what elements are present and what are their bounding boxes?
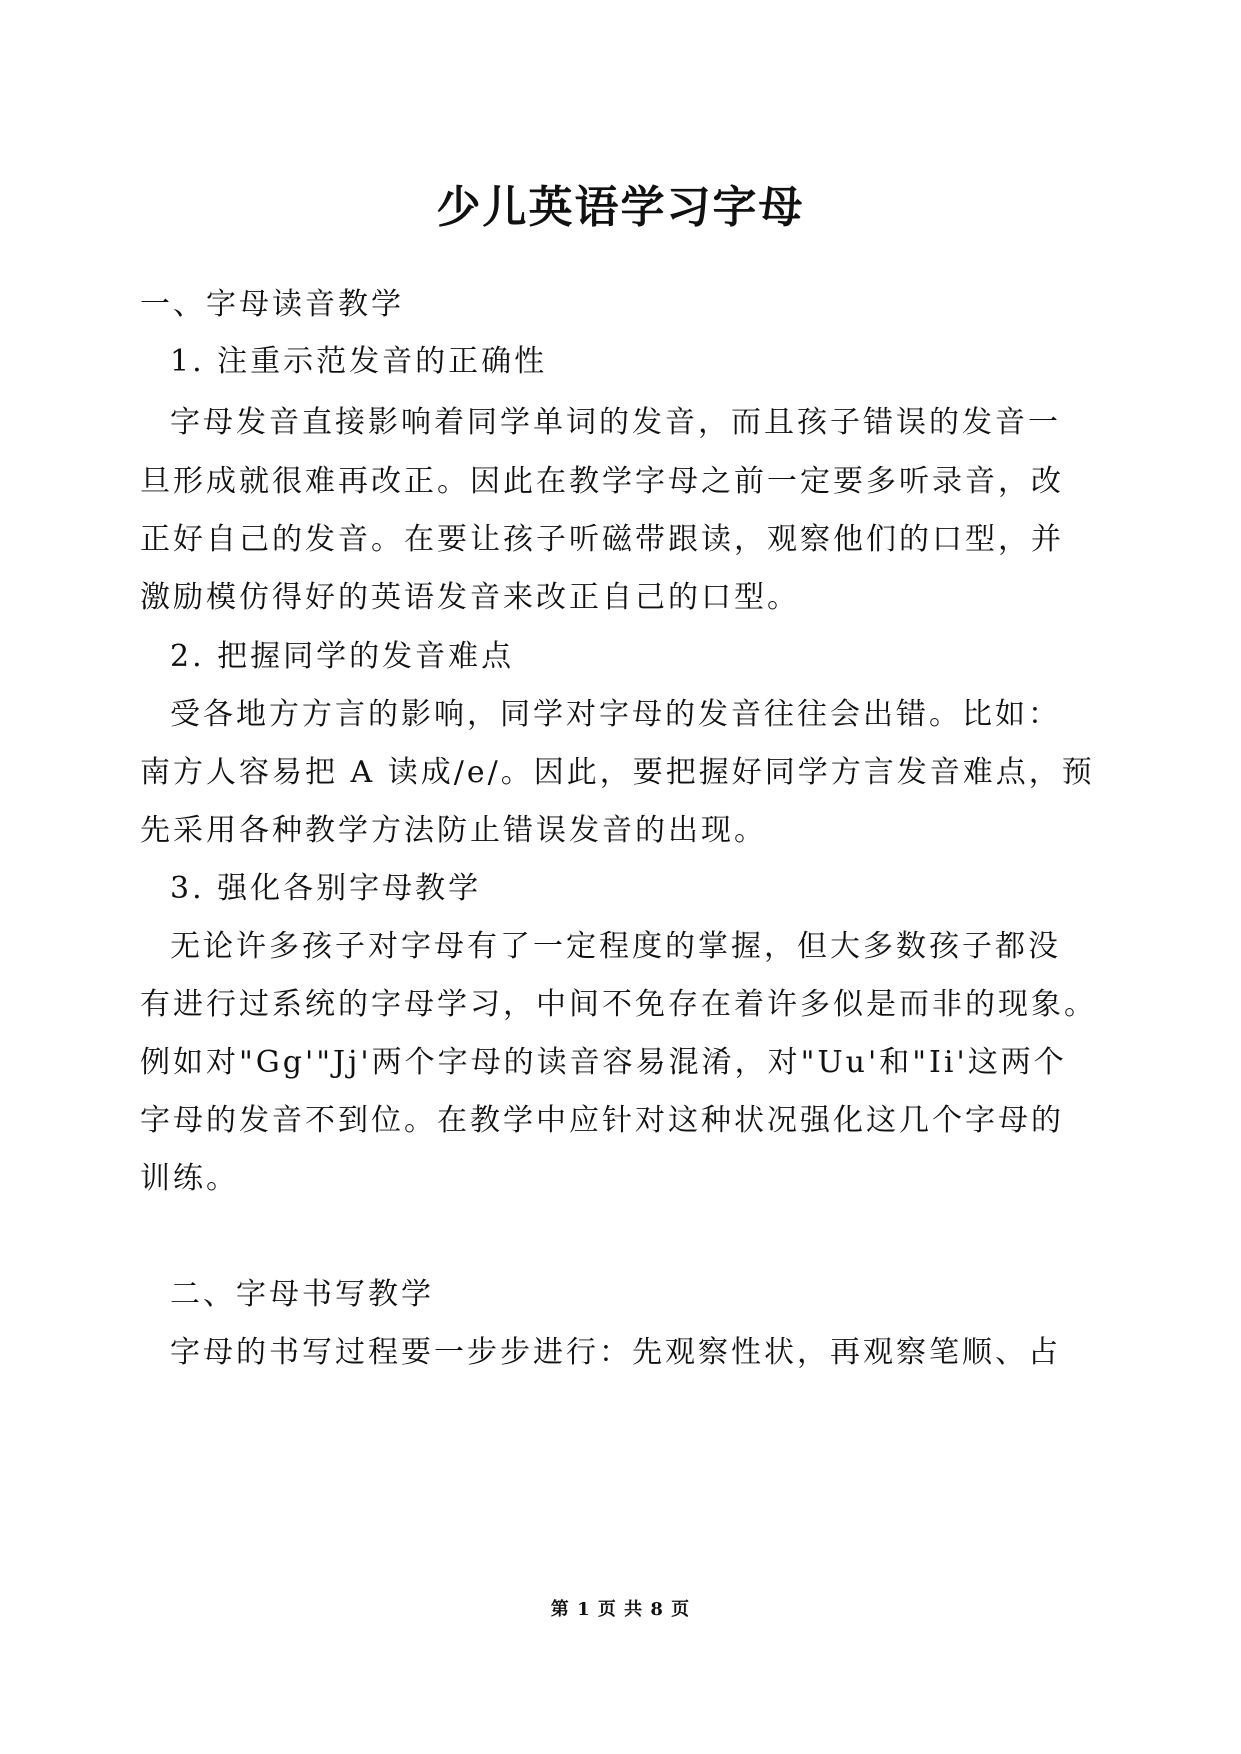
paragraph-line: 正好自己的发音。在要让孩子听磁带跟读，观察他们的口型，并 bbox=[140, 522, 1064, 557]
subheading-3: 3. 强化各别字母教学 bbox=[170, 871, 482, 906]
paragraph-line: 训练。 bbox=[140, 1161, 239, 1196]
paragraph-line: 南方人容易把 A 读成/e/。因此，要把握好同学方言发音难点，预 bbox=[140, 755, 1095, 790]
paragraph-line: 旦形成就很难再改正。因此在教学字母之前一定要多听录音，改 bbox=[140, 464, 1064, 499]
paragraph-line: 字母的书写过程要一步步进行：先观察性状，再观察笔顺、占 bbox=[170, 1335, 1061, 1370]
page-number: 第 1 页 共 8 页 bbox=[550, 1599, 691, 1620]
section-heading-1: 一、字母读音教学 bbox=[140, 287, 404, 322]
paragraph-line: 有进行过系统的字母学习，中间不免存在着许多似是而非的现象。 bbox=[140, 987, 1097, 1022]
paragraph-line: 无论许多孩子对字母有了一定程度的掌握，但大多数孩子都没 bbox=[170, 929, 1061, 964]
paragraph-line: 先采用各种教学方法防止错误发音的出现。 bbox=[140, 813, 767, 848]
subheading-2: 2. 把握同学的发音难点 bbox=[170, 639, 515, 674]
subheading-1: 1. 注重示范发音的正确性 bbox=[170, 344, 548, 379]
paragraph-line: 例如对"Gg'"Jj'两个字母的读音容易混淆，对"Uu'和"Ii'这两个 bbox=[140, 1045, 1067, 1080]
paragraph-line: 受各地方方言的影响，同学对字母的发音往往会出错。比如： bbox=[170, 697, 1061, 732]
section-heading-2: 二、字母书写教学 bbox=[170, 1277, 434, 1312]
paragraph-line: 字母发音直接影响着同学单词的发音，而且孩子错误的发音一 bbox=[170, 405, 1061, 440]
paragraph-line: 激励模仿得好的英语发音来改正自己的口型。 bbox=[140, 580, 800, 615]
document-title: 少儿英语学习字母 bbox=[436, 182, 805, 233]
paragraph-line: 字母的发音不到位。在教学中应针对这种状况强化这几个字母的 bbox=[140, 1103, 1064, 1138]
